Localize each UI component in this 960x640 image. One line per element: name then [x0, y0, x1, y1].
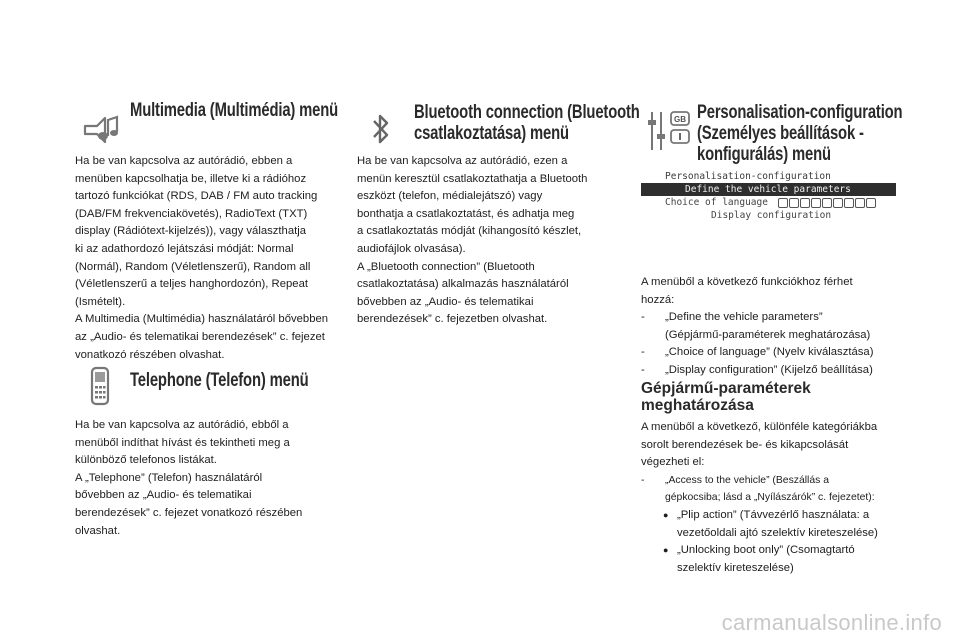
section-body	[75, 417, 350, 540]
section-body	[75, 153, 350, 364]
section-title: Telephone (Telefon) menü	[130, 370, 309, 391]
title-line: konfigurálás) menü	[697, 144, 831, 165]
paragraph: Ha be van kapcsolva az autórádió, ebben a menüben kapcsolhatja be, illetve ki a rádióhoz tartozó funkciókat (RDS, DAB / FM auto tracking (DAB/FM frekvenciakövetés), RadioText (TXT) display (Rádiótext-kijelzés)), vagy választhatja ki az adathordozó lejátszási módját: Normal (Normál), Random (Véletlenszerű), Random all (Véletlenszerű a teljes hanghordozón), Repeat (Ismételt). A Multimedia (Multimédia) használatáról bővebben az „Audio- és telematikai berendezések” c. fejezet vonatkozó részében olvashat.	[75, 155, 329, 361]
subsection-title: Gépjármű-paraméterek meghatározása	[641, 380, 811, 414]
watermark: carmanualsonline.info	[721, 610, 942, 635]
paragraph: Ha be van kapcsolva az autórádió, ebből a menüből indíthat hívást és tekintheti meg a különböző telefonos listákat. A „Telephone” (Telefon) használatáról bővebben az „Audio- és telematikai berendezések” c. fejezet vonatkozó részében olvashat.	[75, 419, 303, 537]
bullet-item: ● „Plip action” (Távvezérlő használata: a vezetőoldali ajtó szelektív kireteszelése)	[641, 507, 916, 542]
screen-title: Personalisation-configuration	[665, 171, 831, 182]
section-title	[697, 102, 902, 165]
screen-language-label: Choice of language	[665, 197, 768, 208]
bluetooth-icon	[371, 112, 391, 146]
bullet-item: ● „Unlocking boot only” (Csomagtartó szelektív kireteszelése)	[641, 542, 916, 577]
screen-display-item: Display configuration	[711, 210, 832, 221]
subsection-body	[641, 419, 916, 577]
title-line: (Személyes beállítások -	[697, 123, 864, 144]
title-line: Personalisation-configuration	[697, 102, 903, 123]
multimedia-icon	[81, 112, 121, 146]
language-badge: GB	[674, 115, 686, 124]
phone-icon	[89, 366, 111, 406]
title-line: csatlakoztatása) menü	[414, 123, 569, 144]
list-item: - „Define the vehicle parameters” (Gépjármű-paraméterek meghatározása)	[641, 309, 916, 344]
language-flags-icon	[778, 196, 877, 209]
screen-language-item	[641, 196, 920, 209]
section-title: Multimedia (Multimédia) menü	[130, 100, 339, 121]
list-item: - „Access to the vehicle” (Beszállás a gépkocsiba; lásd a „Nyílászárók” c. fejezetet):	[641, 472, 916, 507]
paragraph: Ha be van kapcsolva az autórádió, ezen a menün keresztül csatlakoztathatja a Bluetooth eszközt (telefon, médialejátszó) vagy bonthatja a csatlakoztatást, és adhatja meg a csatlakoztatás módját (kihangosító készlet, audiofájlok olvasása). A „Bluetooth connection” (Bluetooth csatlakoztatása) alkalmazás használatáról bővebben az „Audio- és telematikai berendezések” c. fejezetben olvashat.	[357, 155, 588, 326]
list-item: - „Choice of language” (Nyelv kiválasztása)	[641, 344, 916, 362]
section-title	[414, 102, 640, 144]
screen-selected-item: Define the vehicle parameters	[641, 183, 896, 196]
section-body	[357, 153, 617, 329]
paragraph: A menüből a következő funkciókhoz férhet hozzá:	[641, 276, 853, 306]
paragraph: A menüből a következő, különféle kategóriákba sorolt berendezések be- és kikapcsolását végezheti el:	[641, 421, 878, 469]
list-item: - „Display configuration” (Kijelző beállítása)	[641, 362, 916, 380]
section-body	[641, 274, 916, 380]
settings-sliders-icon	[647, 110, 693, 152]
display-screen-illustration	[641, 170, 896, 230]
title-line: Bluetooth connection (Bluetooth	[414, 102, 640, 123]
